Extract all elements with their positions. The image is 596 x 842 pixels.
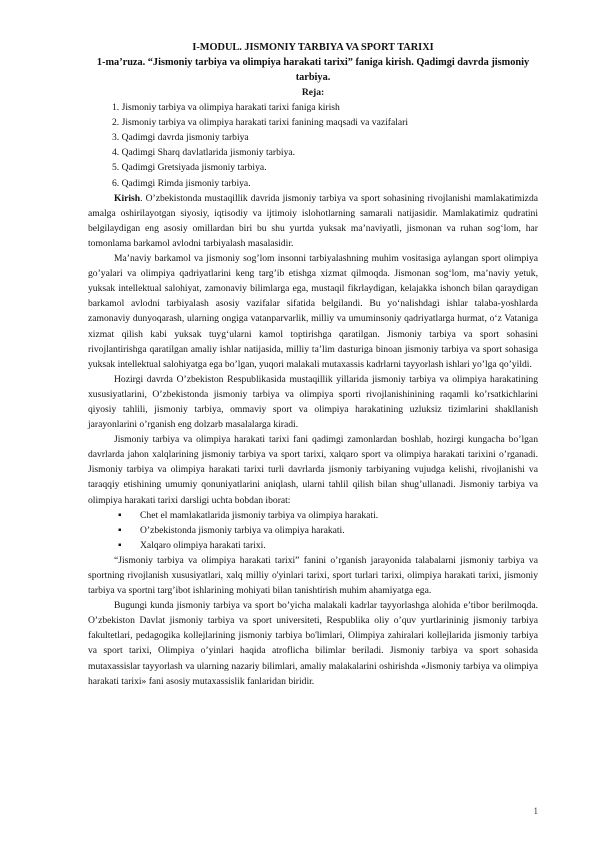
intro-paragraph (88, 191, 538, 251)
plan-item: 2. Jismoniy tarbiya va olimpiya harakati tarixi fanining maqsadi va vazifalari (112, 117, 408, 129)
body-paragraph: Jismoniy tarbiya va olimpiya harakati tarixi fani qadimgi zamonlardan boshlab, hozirgi kungacha bo’lgan davrlarda jahon xalqlarining jismoniy tarbiya va sport tarixi, xalqaro sport va olimpiya harakati tarixini o’rganadi. Jismoniy tarbiya va olimpiya harakati tarixi turli davrlarda jismoniy tarbiyaning vujudga kelishi, rivojlanishi va taraqqiy etishining umumiy qonuniyatlarini aniqlash, ularni tahlil qilish bilan shug’ullanadi. Jismoniy tarbiya va olimpiya harakati tarixi darsligi uchta bobdan iborat: (88, 434, 538, 506)
bullet-list (88, 508, 538, 553)
plan-item: 5. Qadimgi Gretsiyada jismoniy tarbiya. (112, 162, 267, 174)
intro-lead: Kirish (114, 192, 141, 204)
intro-text: . O’zbekistonda mustaqillik davrida jismoniy tarbiya va sport sohasining rivojlanishi mamlakatimizda amalga oshirilayotgan siyosiy, iqtisodiy va ijtimoiy islohotlarning samarali natijasidir. Mamlakatimiz qudratini belgilaydigan eng asosiy omillardan biri bu shu yurtda yuksak ma’naviyatli, jismonan va ruhan sog‘lom, har tomonlama barkamol avlodni tarbiyalash masalasidir. (88, 192, 538, 249)
body-paragraph: Ma’naviy barkamol va jismoniy sog’lom insonni tarbiyalashning muhim vositasiga aylangan sport olimpiya go’yalari va olimpiya qadriyatlarini keng targ’ib etishga xizmat qilmoqda. Jismonan sog‘lom, ma’naviy yetuk, yuksak intellektual salohiyat, zamonaviy bilimlarga ega, mustaqil fikrlaydigan, kelajakka ishonch bilan qaraydigan barkamol avlodni tarbiyalash asosiy vazifalar sifatida belgilandi. Bu yo‘nalishdagi ishlar talaba-yoshlarda zamonaviy dunyoqarash, ularning ongiga vatanparvarlik, milliy va umuminsoniy qadriyatlarga hurmat, o‘z Vataniga xizmat qilish kabi yuksak tuyg‘ularni kamol toptirishga qaratilgan. Jismoniy tarbiya va sport sohasini rivojlantirishga qaratilgan amaliy ishlar natijasida, milliy ta’lim dasturiga binoan jismoniy tarbiya va sport sohasiga yuksak intellektual salohiyatga ega bo’lgan, yuqori malakali mutaxassis kadrlarni tayyorlash ishlari yo’lga qo’yildi. (88, 253, 538, 370)
plan-heading: Reja: (301, 87, 325, 98)
plan-item: 3. Qadimgi davrda jismoniy tarbiya (112, 132, 249, 144)
plan-list (88, 100, 538, 191)
bullet-item: ▪ O’zbekistonda jismoniy tarbiya va olimpiya harakati. (88, 523, 538, 538)
page-number: 1 (533, 806, 538, 816)
plan-item: 6. Qadimgi Rimda jismoniy tarbiya. (112, 177, 251, 189)
body-paragraph: “Jismoniy tarbiya va olimpiya harakati tarixi” fanini o’rganish jarayonida talabalarni jismoniy tarbiya va sportning rivojlanish xususiyatlari, xalq milliy o'yinlari tarixi, sport turlari tarixi, olimpiya harakati tarixi, jismoniy tarbiya va sportni targ’ibot ishlarining mohiyati bilan tanishtirish muhim ahamiyatga ega. (88, 554, 538, 597)
document-page (88, 40, 538, 689)
body-paragraph: Bugungi kunda jismoniy tarbiya va sport bo’yicha malakali kadrlar tayyorlashga alohida e’tibor berilmoqda. O’zbekiston Davlat jismoniy tarbiya va sport universiteti, Respublika oliy o’quv yurtlarininig jismoniy tarbiya fakultetlari, pedagogika kollejlarining jismoniy tarbiya bo'limlari, Olimpiya zahiralari kollejlarida jismoniy tarbiya va sport tarixi, Olimpiya o’yinlari haqida atroflicha bilimlar beriladi. Jismoniy tarbiya va sport sohasida mutaxassislar tayyorlash va ularning nazariy bilimlari, amaliy malakalarini oshirishda «Jismoniy tarbiya va olimpiya harakati tarixi» fani asosiy mutaxassislik fanlaridan biridir. (88, 600, 538, 687)
body-paragraph: Hozirgi davrda O’zbekiston Respublikasida mustaqillik yillarida jismoniy tarbiya va olimpiya harakatining xususiyatlarini, O’zbekistonda jismoniy tarbiya va olimpiya sporti rivojlanishinining raqamli ko’rsatkichlarini qiyosiy tahlili, jismoniy tarbiya, ommaviy sport va olimpiya harakatining uzluksiz tizimlarini shakllanish jarayonlarini o’rganish eng dolzarb masalalarga kiradi. (88, 373, 538, 431)
plan-item: 1. Jismoniy tarbiya va olimpiya harakati tarixi faniga kirish (112, 102, 340, 114)
module-title: I-MODUL. JISMONIY TARBIYA VA SPORT TARIXI (192, 42, 434, 53)
plan-item: 4. Qadimgi Sharq davlatlarida jismoniy tarbiya. (112, 147, 296, 159)
bullet-item: ▪ Xalqaro olimpiya harakati tarixi. (88, 538, 538, 553)
lecture-title: 1-ma’ruza. “Jismoniy tarbiya va olimpiya harakati tarixi” faniga kirish. Qadimgi davrda jismoniy tarbiya. (96, 57, 530, 83)
bullet-item: ▪ Chet el mamlakatlarida jismoniy tarbiya va olimpiya harakati. (88, 508, 538, 523)
